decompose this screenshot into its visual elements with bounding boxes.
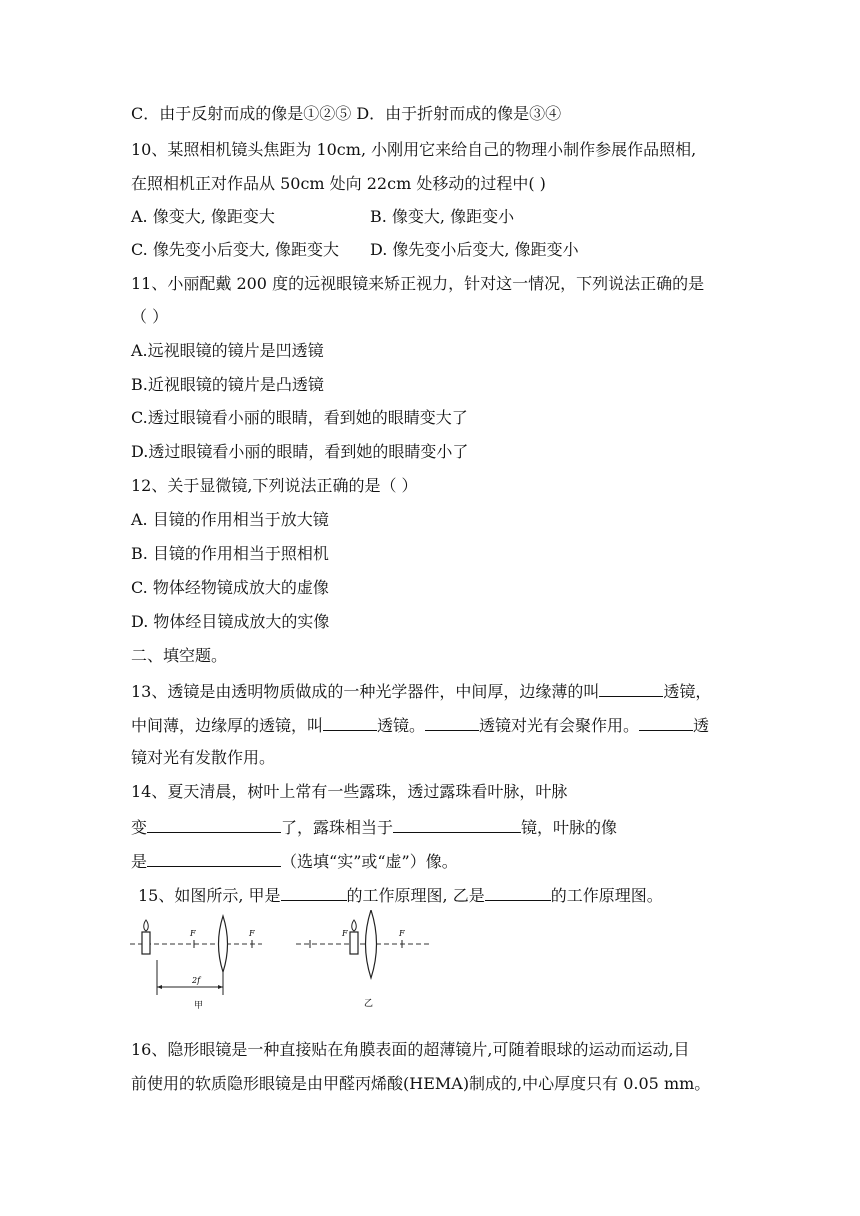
- q14-text: 是: [131, 852, 148, 871]
- lens-diagram-figure: [128, 910, 438, 1010]
- q12-option-d: D. 物体经目镜成放大的实像: [131, 612, 330, 631]
- q14-line2: [131, 816, 617, 838]
- focus-label: F: [249, 929, 255, 938]
- q10-stem-line1: 10、某照相机镜头焦距为 10cm, 小刚用它来给自己的物理小制作参展作品照相,: [131, 140, 697, 159]
- answer-blank[interactable]: [393, 816, 521, 833]
- q14-text: 镜，叶脉的像: [521, 818, 618, 837]
- q15-text: 的工作原理图。: [550, 886, 663, 905]
- convex-lens: [219, 916, 228, 972]
- q11-stem-line1: 11、小丽配戴 200 度的远视眼镜来矫正视力，针对这一情况，下列说法正确的是: [131, 274, 705, 293]
- q11-stem-line2: （ ）: [131, 307, 169, 326]
- diagram-jia: [130, 916, 262, 1010]
- q16-line2: 前使用的软质隐形眼镜是由甲醛丙烯酸(HEMA)制成的,中心厚度只有 0.05 mm。: [131, 1074, 711, 1093]
- q13-line3: 镜对光有发散作用。: [131, 748, 276, 767]
- figure-caption-left: 甲: [194, 1001, 204, 1010]
- arrowhead-left: [157, 985, 162, 989]
- answer-blank[interactable]: [425, 714, 479, 731]
- q10-stem-line2: 在照相机正对作品从 50cm 处向 22cm 处移动的过程中( ): [131, 174, 546, 193]
- section-heading-fill-in: 二、填空题。: [131, 646, 228, 665]
- candle-body: [350, 932, 358, 954]
- answer-blank[interactable]: [599, 680, 663, 697]
- distance-label: 2f: [192, 976, 201, 985]
- q13-text: 透镜对光有会聚作用。: [479, 716, 640, 735]
- q12-option-c: C. 物体经物镜成放大的虚像: [131, 578, 329, 597]
- q15-text: 的工作原理图, 乙是: [346, 886, 485, 905]
- answer-blank[interactable]: [281, 884, 347, 901]
- q11-option-a: A.远视眼镜的镜片是凹透镜: [131, 341, 324, 360]
- convex-lens: [366, 910, 377, 978]
- q14-text: （选填“实”或“虚”）像。: [281, 852, 458, 871]
- lens-diagrams: [128, 910, 438, 1010]
- q13-text: 透: [693, 716, 710, 735]
- q14-line3: [131, 850, 458, 872]
- q14-line1: 14、夏天清晨，树叶上常有一些露珠，透过露珠看叶脉，叶脉: [131, 782, 568, 801]
- q13-text: 透镜。: [377, 716, 426, 735]
- q10-option-d: D. 像先变小后变大, 像距变小: [370, 240, 579, 259]
- q10-option-a: A. 像变大, 像距变大: [131, 207, 275, 226]
- q13-text: 透镜，: [663, 682, 712, 701]
- q10-option-c: C. 像先变小后变大, 像距变大: [131, 240, 340, 259]
- q9-options-cd: C．由于反射而成的像是①②⑤ D．由于折射而成的像是③④: [131, 104, 562, 123]
- answer-blank[interactable]: [639, 714, 693, 731]
- q13-text: 中间薄，边缘厚的透镜，叫: [131, 716, 324, 735]
- figure-caption-right: 乙: [364, 999, 374, 1009]
- answer-blank[interactable]: [147, 816, 281, 833]
- q13-line2: [131, 714, 709, 736]
- focus-label: F: [342, 929, 348, 938]
- candle-flame: [144, 920, 149, 931]
- q12-option-b: B. 目镜的作用相当于照相机: [131, 544, 329, 563]
- focus-label: F: [399, 929, 405, 938]
- candle-body: [142, 932, 150, 954]
- focus-label: F: [190, 929, 196, 938]
- q12-stem: 12、关于显微镜,下列说法正确的是（ ）: [131, 476, 418, 495]
- q12-option-a: A. 目镜的作用相当于放大镜: [131, 510, 329, 529]
- q11-option-d: D.透过眼镜看小丽的眼睛，看到她的眼睛变小了: [131, 442, 469, 461]
- answer-blank[interactable]: [323, 714, 377, 731]
- diagram-yi: [296, 910, 430, 1009]
- q15-stem: [138, 884, 663, 906]
- q13-line1: [131, 680, 711, 702]
- q14-text: 了，露珠相当于: [281, 818, 394, 837]
- answer-blank[interactable]: [485, 884, 551, 901]
- q15-text: 15、如图所示, 甲是: [138, 886, 281, 905]
- q11-option-b: B.近视眼镜的镜片是凸透镜: [131, 375, 324, 394]
- answer-blank[interactable]: [147, 850, 281, 867]
- q16-line1: 16、隐形眼镜是一种直接贴在角膜表面的超薄镜片,可随着眼球的运动而运动,目: [131, 1040, 690, 1059]
- arrowhead-right: [218, 985, 223, 989]
- q10-option-b: B. 像变大, 像距变小: [370, 207, 515, 226]
- q14-text: 变: [131, 818, 148, 837]
- q13-text: 13、透镜是由透明物质做成的一种光学器件，中间厚，边缘薄的叫: [131, 682, 600, 701]
- candle-flame: [352, 920, 357, 931]
- q11-option-c: C.透过眼镜看小丽的眼睛，看到她的眼睛变大了: [131, 408, 468, 427]
